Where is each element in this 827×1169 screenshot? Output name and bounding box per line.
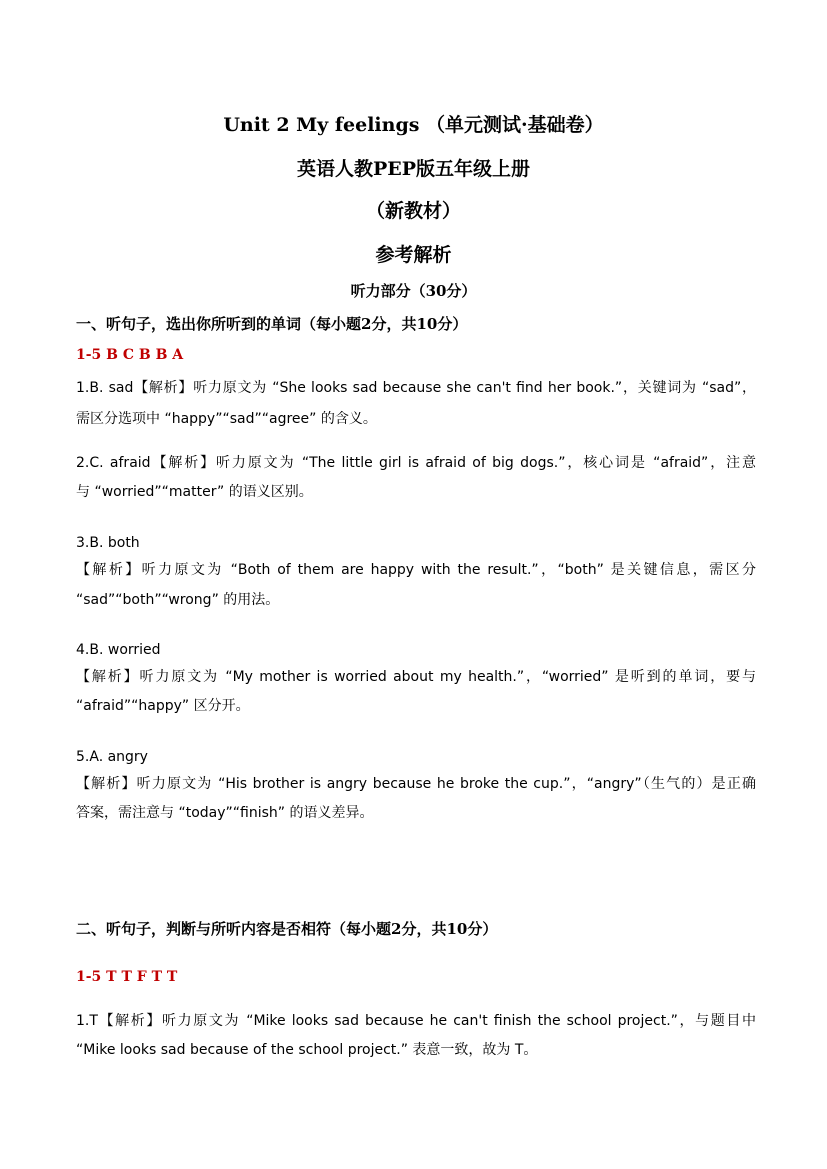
part-heading: 听力部分（30分） xyxy=(350,282,477,300)
doc-subtitle: 英语人教PEP版五年级上册 xyxy=(296,158,531,180)
s1-item2-line2: 与 “worried”“matter” 的语义区别。 xyxy=(76,484,313,500)
section2-answer: 1-5 T T F T T xyxy=(76,969,178,985)
s1-item3-line1: 【解析】听力原文为 “Both of them are happy with the result.”，“both” 是关键信息，需区分 xyxy=(76,562,756,578)
s1-item1-line2: 需区分选项中 “happy”“sad”“agree” 的含义。 xyxy=(76,411,377,427)
s1-item1-line1: 1.B. sad【解析】听力原文为 “She looks sad because she can't find her book.”，关键词为 “sad”， xyxy=(76,380,756,396)
s1-item5-answer: 5.A. angry xyxy=(76,749,148,765)
s1-item3-answer: 3.B. both xyxy=(76,535,140,551)
s2-item1-line2: “Mike looks sad because of the school project.” 表意一致，故为 T。 xyxy=(76,1042,538,1058)
doc-type: 参考解析 xyxy=(375,244,452,266)
s1-item2-line1: 2.C. afraid【解析】听力原文为 “The little girl is afraid of big dogs.”，核心词是 “afraid”，注意 xyxy=(76,455,756,471)
section1-answer: 1-5 B C B B A xyxy=(76,347,184,363)
s2-item1-line1: 1.T【解析】听力原文为 “Mike looks sad because he can't finish the school project.”，与题目中 xyxy=(76,1013,756,1029)
section1-heading: 一、听句子，选出你所听到的单词（每小题2分，共10分） xyxy=(76,315,468,333)
s1-item4-line1: 【解析】听力原文为 “My mother is worried about my health.”，“worried” 是听到的单词，要与 xyxy=(76,669,756,685)
s1-item4-line2: “afraid”“happy” 区分开。 xyxy=(76,698,250,714)
section2-heading: 二、听句子，判断与所听内容是否相符（每小题2分，共10分） xyxy=(76,920,498,938)
doc-edition: （新教材） xyxy=(365,200,461,222)
s1-item5-line2: 答案，需注意与 “today”“finish” 的语义差异。 xyxy=(76,805,374,821)
s1-item4-answer: 4.B. worried xyxy=(76,642,161,658)
doc-title: Unit 2 My feelings （单元测试·基础卷） xyxy=(223,114,604,136)
s1-item3-line2: “sad”“both”“wrong” 的用法。 xyxy=(76,592,280,608)
s1-item5-line1: 【解析】听力原文为 “His brother is angry because he broke the cup.”，“angry”（生气的）是正确 xyxy=(76,776,756,792)
